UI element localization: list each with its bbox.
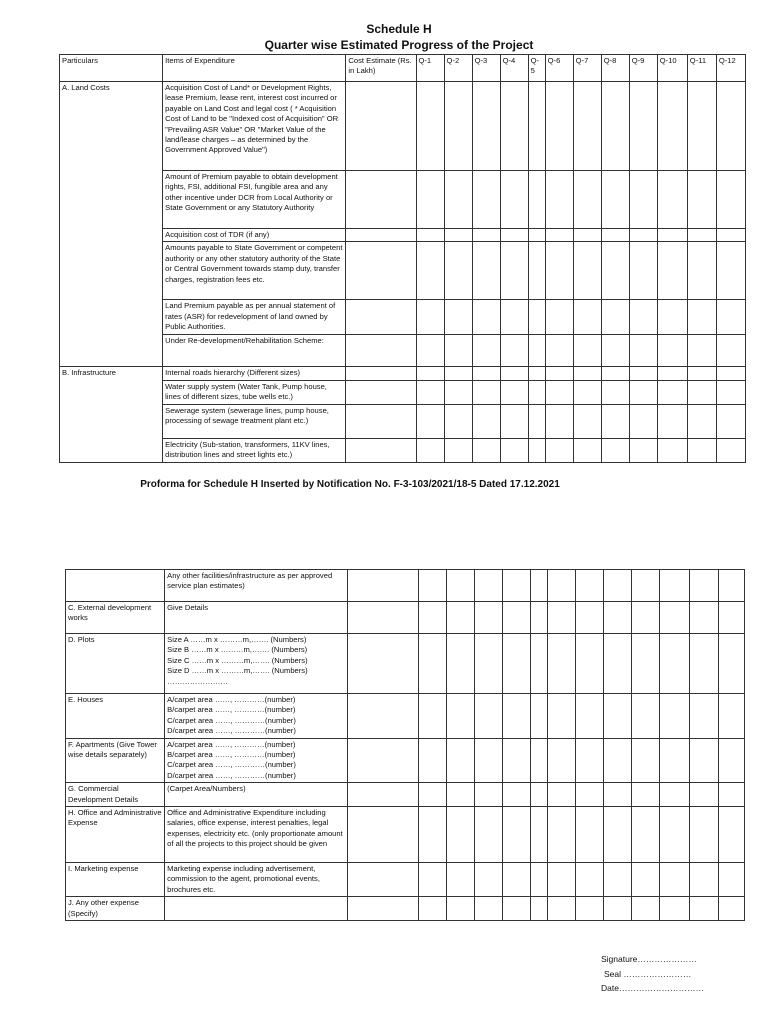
table-row <box>60 404 746 438</box>
item-cell <box>165 738 348 783</box>
plot-line: Size B ……m x ………m,……. (Numbers) <box>167 645 308 655</box>
seal-line: Seal …………………… <box>604 969 692 979</box>
particulars-houses: E. Houses <box>66 694 165 739</box>
house-line: B/carpet area ……, …………(number) <box>167 705 296 715</box>
apartment-line: D/carpet area ……, …………(number) <box>167 770 296 780</box>
item-cell: Sewerage system (sewerage lines, pump house, processing of sewage treatment plant etc.) <box>163 404 346 438</box>
plot-line: Size A ……m x ………m,……. (Numbers) <box>167 635 307 644</box>
col-header-quarter: Q-2 <box>444 55 472 82</box>
item-cell: Water supply system (Water Tank, Pump house, lines of different sizes, tube wells etc.) <box>163 380 346 404</box>
notification-note: Proforma for Schedule H Inserted by Notification No. F-3-103/2021/18-5 Dated 17.12.2021 <box>140 479 560 490</box>
col-header-quarter: Q-6 <box>545 55 573 82</box>
plot-line: …………………… <box>167 676 228 686</box>
house-line: C/carpet area ……, …………(number) <box>167 715 296 725</box>
item-cell: Land Premium payable as per annual statement of rates (ASR) for redevelopment of land owned by Public Authorities. <box>163 300 346 335</box>
schedule-h-table-2 <box>65 569 745 921</box>
table-row <box>60 335 746 367</box>
particulars-other: J. Any other expense (Specify) <box>66 897 165 921</box>
apartment-line: C/carpet area ……, …………(number) <box>167 760 296 770</box>
item-cell: Marketing expense including advertisement, commission to the agent, promotional events, brochures etc. <box>165 863 348 897</box>
table-row <box>66 863 745 897</box>
table-row <box>66 897 745 921</box>
item-cell <box>165 634 348 694</box>
table-row <box>60 380 746 404</box>
particulars-apartments: F. Apartments (Give Tower wise details separately) <box>66 738 165 783</box>
table-row <box>66 694 745 739</box>
item-cell: Under Re-development/Rehabilitation Scheme: <box>163 335 346 367</box>
plot-line: Size D ……m x ………m,……. (Numbers) <box>167 666 308 676</box>
table-row <box>66 783 745 807</box>
particulars-office: H. Office and Administrative Expense <box>66 807 165 863</box>
particulars-commercial: G. Commercial Development Details <box>66 783 165 807</box>
table-row <box>66 602 745 634</box>
item-cell: Office and Administrative Expenditure including salaries, office expense, interest penalties, legal expenses, electricity etc. (only proportionate amount of all the projects to this project should be given <box>165 807 348 863</box>
item-cell: Give Details <box>165 602 348 634</box>
col-header-quarter: Q-9 <box>629 55 657 82</box>
col-header-quarter: Q-12 <box>716 55 745 82</box>
item-cell: Amounts payable to State Government or competent authority or any other statutory authority of the State or Central Government towards stamp duty, transfer charges, registration fees etc. <box>163 242 346 300</box>
document-title: Schedule H <box>366 22 432 36</box>
item-cell: Acquisition cost of TDR (if any) <box>163 229 346 242</box>
table-row <box>60 300 746 335</box>
item-cell <box>165 694 348 739</box>
signature-line: Signature………………… <box>601 954 697 964</box>
house-line: D/carpet area ……, …………(number) <box>167 726 296 736</box>
table-row <box>60 229 746 242</box>
table-row <box>60 367 746 380</box>
particulars-land-costs: A. Land Costs <box>60 82 163 367</box>
table-row <box>60 242 746 300</box>
col-header-cost: Cost Estimate (Rs. in Lakh) <box>346 55 416 82</box>
item-cell: Electricity (Sub-station, transformers, 11KV lines, distribution lines and street lights etc.) <box>163 438 346 462</box>
col-header-quarter: Q-8 <box>601 55 629 82</box>
col-header-items: Items of Expenditure <box>163 55 346 82</box>
table-row <box>66 634 745 694</box>
particulars-infrastructure: B. Infrastructure <box>60 367 163 462</box>
col-header-quarter: Q-3 <box>472 55 500 82</box>
item-cell: Any other facilities/infrastructure as per approved service plan estimates) <box>165 570 348 602</box>
item-cell: (Carpet Area/Numbers) <box>165 783 348 807</box>
item-cell: Amount of Premium payable to obtain development rights, FSI, additional FSI, fungible area and any other incentive under DCR from Local Authority or State Government or any Statutory Authority <box>163 171 346 229</box>
document-subtitle: Quarter wise Estimated Progress of the Project <box>264 38 534 52</box>
table-row <box>66 738 745 783</box>
table-header-row <box>60 55 746 82</box>
date-line: Date………………………… <box>601 983 704 993</box>
col-header-particulars: Particulars <box>60 55 163 82</box>
plot-line: Size C ……m x ………m,……. (Numbers) <box>167 655 308 665</box>
particulars-plots: D. Plots <box>66 634 165 694</box>
apartment-line: A/carpet area ……, …………(number) <box>167 739 296 749</box>
table-row <box>60 82 746 171</box>
col-header-quarter: Q-11 <box>687 55 716 82</box>
table-row <box>60 438 746 462</box>
item-cell: Internal roads hierarchy (Different sizes) <box>163 367 346 380</box>
col-header-quarter: Q-4 <box>500 55 528 82</box>
col-header-quarter: Q-7 <box>573 55 601 82</box>
table-row <box>66 570 745 602</box>
apartment-line: B/carpet area ……, …………(number) <box>167 750 296 760</box>
col-header-quarter: Q-5 <box>528 55 545 82</box>
col-header-quarter: Q-10 <box>657 55 687 82</box>
house-line: A/carpet area ……, …………(number) <box>167 695 296 704</box>
schedule-h-table-1 <box>59 54 746 463</box>
particulars-marketing: I. Marketing expense <box>66 863 165 897</box>
item-cell: Acquisition Cost of Land* or Development Rights, lease Premium, lease rent, interest cost incurred or payable on Land Cost and legal cost ( * Acquisition Cost of Land to be "Indexed cost of Acquisition" OR "Prevailing ASR Value" OR "Market Value of the land/lease charges – as determined by the Government Approved Value") <box>163 82 346 171</box>
table-row <box>66 807 745 863</box>
particulars-external: C. External development works <box>66 602 165 634</box>
table-row <box>60 171 746 229</box>
col-header-quarter: Q-1 <box>416 55 444 82</box>
